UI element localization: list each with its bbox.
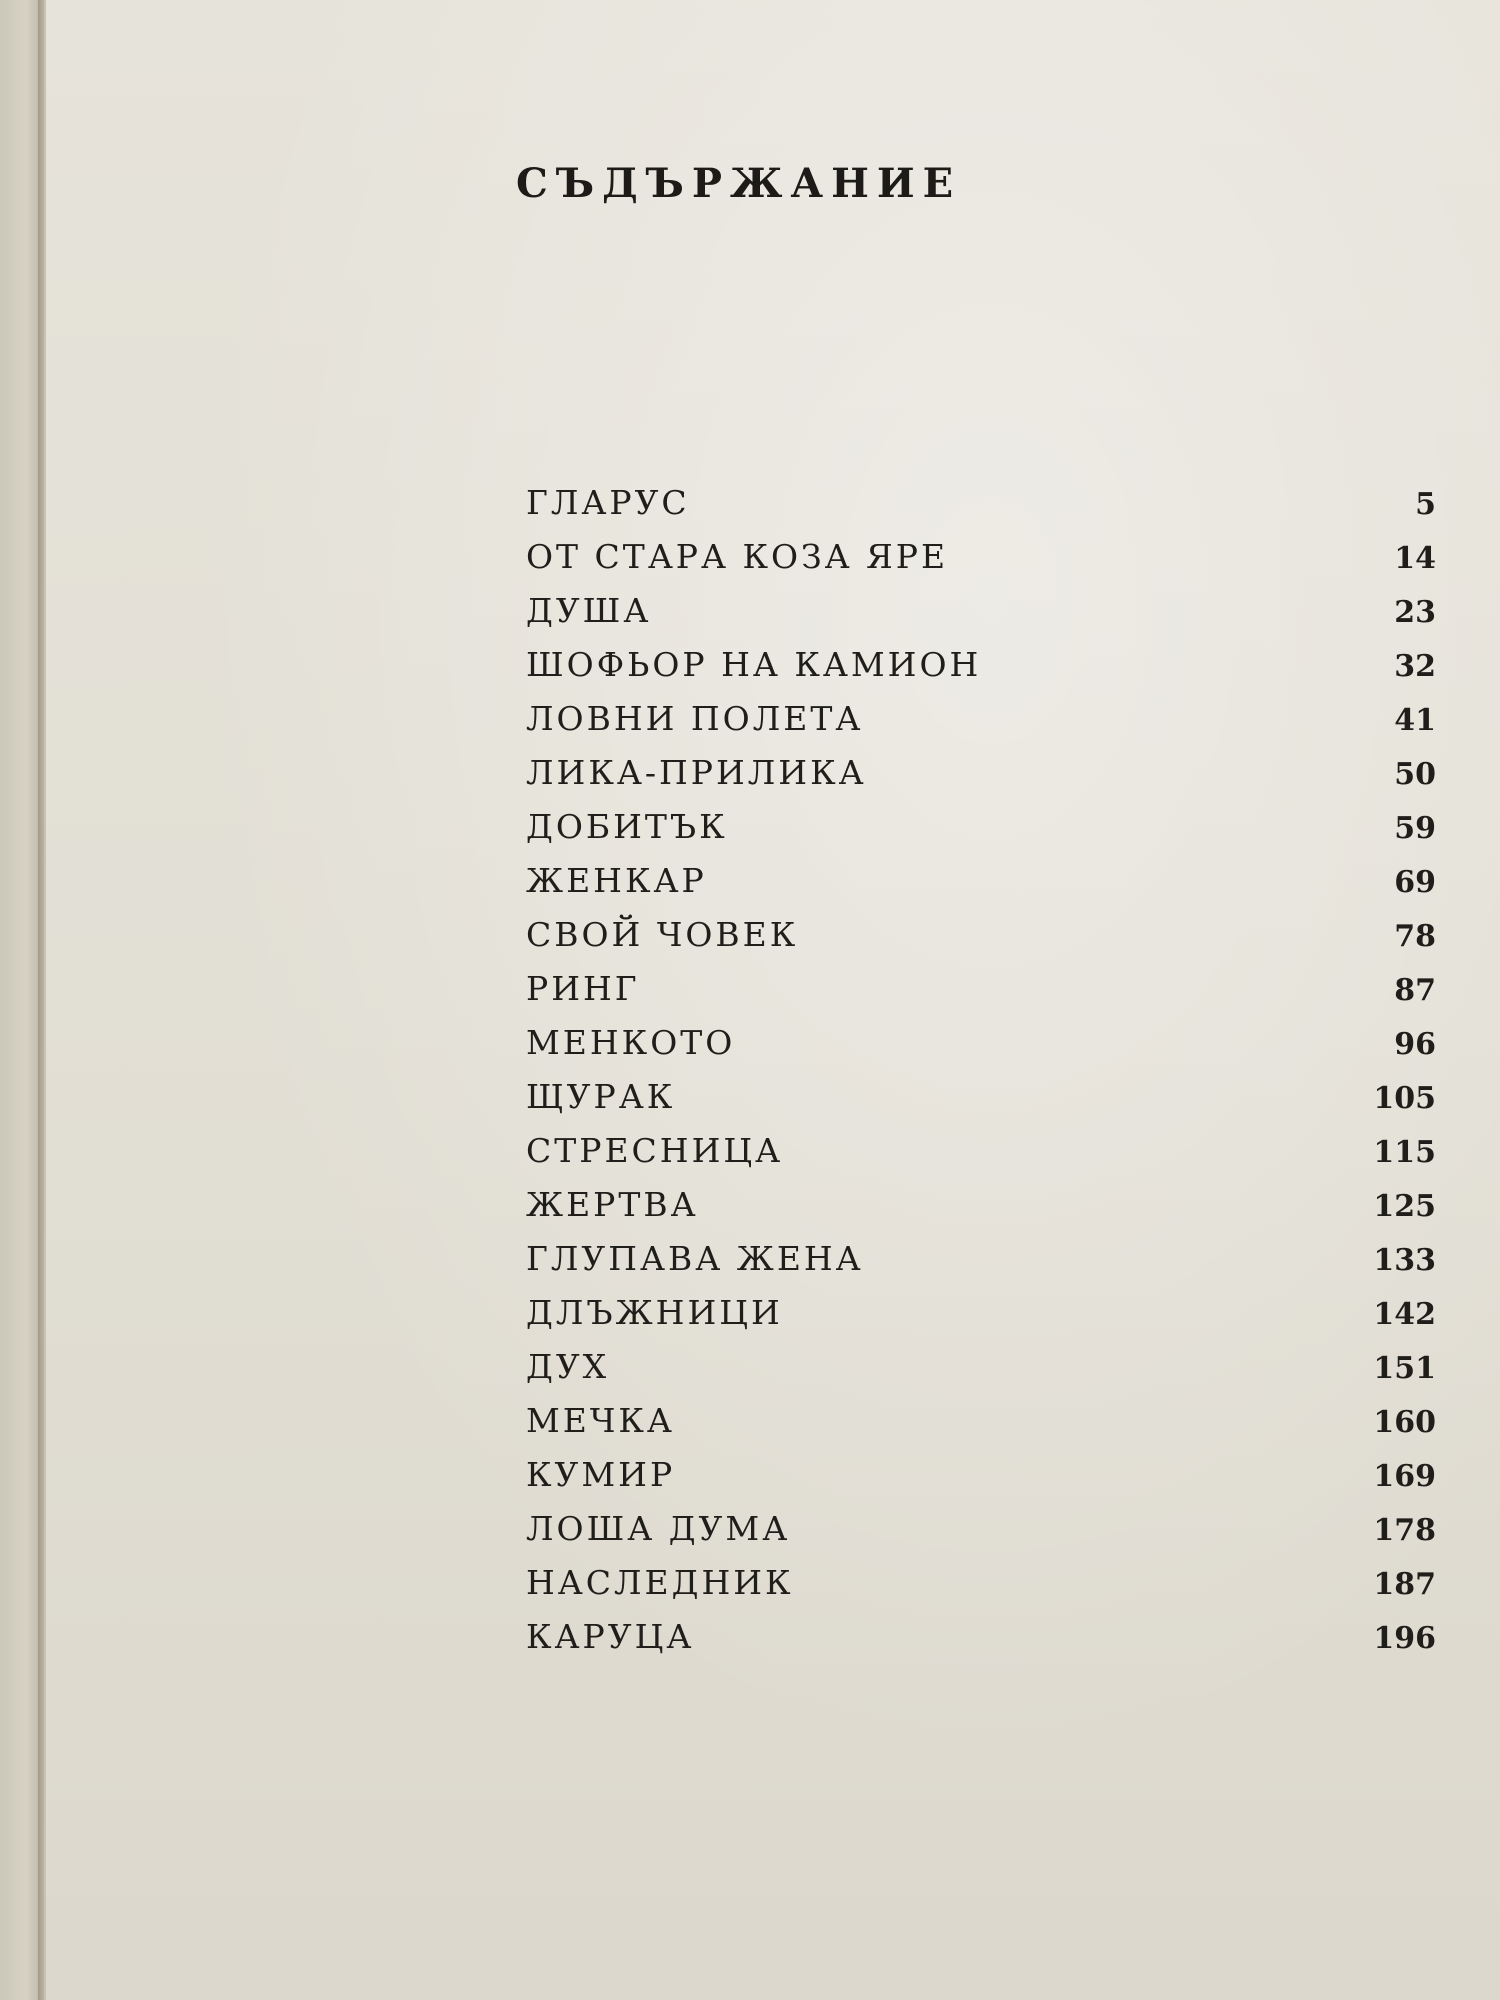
toc-entry-title: СТРЕСНИЦА bbox=[526, 1131, 784, 1170]
toc-entry-title: ГЛАРУС bbox=[526, 483, 690, 522]
toc-row bbox=[526, 537, 1436, 591]
toc-row bbox=[526, 1185, 1436, 1239]
toc-row bbox=[526, 1023, 1436, 1077]
toc-entry-page: 105 bbox=[1373, 1081, 1436, 1116]
toc-entry-title: КУМИР bbox=[526, 1455, 676, 1494]
toc-row bbox=[526, 1617, 1436, 1671]
toc-entry-page: 23 bbox=[1394, 595, 1436, 630]
toc-entry-title: НАСЛЕДНИК bbox=[526, 1563, 794, 1602]
toc-entry-title: ЛОША ДУМА bbox=[526, 1509, 791, 1548]
toc-entry-title: ЖЕРТВА bbox=[526, 1185, 699, 1224]
toc-entry-page: 169 bbox=[1373, 1459, 1436, 1494]
toc-row bbox=[526, 1401, 1436, 1455]
toc-entry-page: 133 bbox=[1373, 1243, 1436, 1278]
toc-entry-page: 151 bbox=[1373, 1351, 1436, 1386]
toc-entry-page: 142 bbox=[1373, 1297, 1436, 1332]
toc-entry-title: ДЛЪЖНИЦИ bbox=[526, 1293, 783, 1332]
toc-entry-page: 178 bbox=[1373, 1513, 1436, 1548]
toc-entry-page: 5 bbox=[1415, 487, 1436, 522]
toc-entry-title: ЖЕНКАР bbox=[526, 861, 707, 900]
toc-row bbox=[526, 645, 1436, 699]
toc-row bbox=[526, 1455, 1436, 1509]
toc-row bbox=[526, 1509, 1436, 1563]
table-of-contents bbox=[526, 483, 1436, 1671]
toc-entry-page: 69 bbox=[1394, 865, 1436, 900]
toc-entry-title: ЩУРАК bbox=[526, 1077, 676, 1116]
toc-entry-page: 125 bbox=[1373, 1189, 1436, 1224]
toc-row bbox=[526, 483, 1436, 537]
toc-row bbox=[526, 753, 1436, 807]
toc-entry-title: ДУША bbox=[526, 591, 652, 630]
toc-entry-page: 59 bbox=[1394, 811, 1436, 846]
page-title: СЪДЪРЖАНИЕ bbox=[516, 160, 962, 207]
toc-entry-title: ДУХ bbox=[526, 1347, 610, 1386]
toc-entry-page: 115 bbox=[1373, 1135, 1436, 1170]
toc-row bbox=[526, 1293, 1436, 1347]
toc-entry-title: ЛИКА-ПРИЛИКА bbox=[526, 753, 867, 792]
toc-entry-page: 50 bbox=[1394, 757, 1436, 792]
toc-entry-title: МЕНКОТО bbox=[526, 1023, 736, 1062]
toc-entry-page: 196 bbox=[1373, 1621, 1436, 1656]
toc-row bbox=[526, 1239, 1436, 1293]
toc-row bbox=[526, 1077, 1436, 1131]
toc-entry-title: ГЛУПАВА ЖЕНА bbox=[526, 1239, 864, 1278]
toc-entry-page: 32 bbox=[1394, 649, 1436, 684]
toc-entry-page: 14 bbox=[1394, 541, 1436, 576]
toc-row bbox=[526, 1563, 1436, 1617]
toc-entry-title: МЕЧКА bbox=[526, 1401, 675, 1440]
toc-entry-title: ЛОВНИ ПОЛЕТА bbox=[526, 699, 864, 738]
toc-row bbox=[526, 1131, 1436, 1185]
toc-entry-title: ОТ СТАРА КОЗА ЯРЕ bbox=[526, 537, 949, 576]
toc-row bbox=[526, 591, 1436, 645]
book-gutter bbox=[38, 0, 46, 2000]
book-page bbox=[46, 0, 1500, 2000]
toc-row bbox=[526, 915, 1436, 969]
toc-entry-page: 187 bbox=[1373, 1567, 1436, 1602]
toc-row bbox=[526, 1347, 1436, 1401]
toc-entry-page: 41 bbox=[1394, 703, 1436, 738]
toc-row bbox=[526, 861, 1436, 915]
toc-entry-title: СВОЙ ЧОВЕК bbox=[526, 915, 799, 954]
toc-row bbox=[526, 969, 1436, 1023]
toc-entry-page: 160 bbox=[1373, 1405, 1436, 1440]
toc-row bbox=[526, 699, 1436, 753]
toc-entry-title: РИНГ bbox=[526, 969, 640, 1008]
toc-entry-title: КАРУЦА bbox=[526, 1617, 695, 1656]
toc-entry-title: ДОБИТЪК bbox=[526, 807, 728, 846]
toc-entry-title: ШОФЬОР НА КАМИОН bbox=[526, 645, 982, 684]
toc-entry-page: 78 bbox=[1394, 919, 1436, 954]
toc-entry-page: 96 bbox=[1394, 1027, 1436, 1062]
toc-entry-page: 87 bbox=[1394, 973, 1436, 1008]
toc-row bbox=[526, 807, 1436, 861]
